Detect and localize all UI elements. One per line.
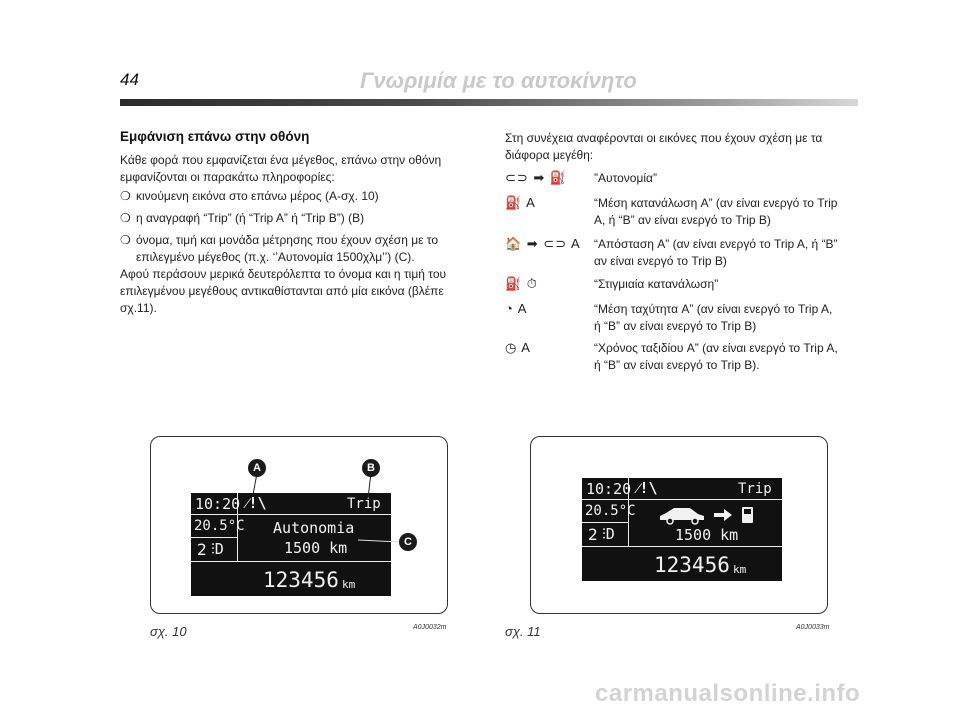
odometer-readout: 123456: [263, 568, 339, 592]
bullet-item: [120, 210, 364, 227]
outro-line: επιλεγμένου μεγέθους αντικαθίστανται από μία εικόνα (βλέπε: [120, 284, 444, 298]
desc-line: “Χρόνος ταξιδίου A” (αν είναι ενεργό το Trip A,: [594, 341, 838, 355]
warning-icon: ⁄!\: [637, 479, 658, 497]
odometer-unit: km: [342, 578, 356, 591]
figure-11-display: [582, 478, 782, 581]
icon-desc: [594, 276, 856, 293]
outro-paragraph: [120, 266, 490, 317]
icon-desc: [594, 236, 856, 270]
trip-label: Trip: [738, 481, 772, 497]
warning-icon: ⁄!\: [246, 494, 267, 512]
icon-desc: [594, 340, 856, 374]
page-title: Γνωριμία με το αυτοκίνητο: [360, 68, 637, 93]
desc-line: A, ή “B” αν είναι ενεργό το Trip B): [594, 213, 771, 227]
icon-desc: [594, 195, 856, 229]
odometer-unit: km: [733, 563, 747, 576]
range-icon: ⊂⊃ ➡ ⛽: [505, 170, 568, 185]
gear-readout: 2: [197, 540, 207, 559]
intro-line: Κάθε φορά που εμφανίζεται ένα μέγεθος, επάνω στην οθόνη: [120, 153, 442, 167]
intro-line: εμφανίζονται οι παρακάτω πληροφορίες:: [120, 170, 335, 184]
quantity-value: 1500 km: [284, 539, 348, 557]
temperature-readout: 20.5°C: [194, 518, 245, 534]
bullet-text: κινούμενη εικόνα στο επάνω μέρος (A-σχ. 10): [136, 189, 379, 203]
range-icon: [658, 505, 758, 525]
intro-paragraph: [120, 152, 490, 186]
desc-line: ”Αυτονομία”: [594, 171, 657, 185]
outro-line: σχ.11).: [120, 301, 157, 315]
desc-line: ή “B” αν είναι ενεργό το Trip B): [594, 319, 757, 333]
odometer-readout: 123456: [654, 553, 730, 577]
marker-c: C: [399, 533, 417, 551]
clock-readout: 10:20: [195, 495, 241, 513]
desc-line: “Στιγμιαία κατανάλωση”: [594, 277, 719, 291]
bullet-text: όνομα, τιμή και μονάδα μέτρησης που έχουν σχέση με το: [136, 233, 439, 247]
section-heading: Εμφάνιση επάνω στην οθόνη: [120, 129, 310, 144]
icon-desc: [594, 170, 856, 187]
instant-consumption-icon: ⛽ ⏱: [505, 276, 538, 291]
distance-icon: 🏠 ➡ ⊂⊃ A: [505, 236, 581, 251]
quantity-value: 1500 km: [675, 526, 739, 544]
bullet-text-cont: επιλεγμένο μέγεθος (π.χ. ‘’Αυτονομία 1500χλμ’’) (C).: [136, 250, 415, 264]
trip-time-icon: ◷ A: [505, 340, 531, 355]
figure-10-code: A0J0032m: [413, 624, 447, 631]
desc-line: “Μέση ταχύτητα A” (αν είναι ενεργό το Trip A,: [594, 302, 833, 316]
header-rule: [120, 99, 858, 106]
desc-line: ή “B” αν είναι ενεργό το Trip B).: [594, 358, 760, 372]
icon-desc: [594, 301, 856, 335]
temperature-readout: 20.5°C: [585, 503, 636, 519]
bullet-icon: ❍: [120, 189, 131, 203]
outro-line: Αφού περάσουν μερικά δευτερόλεπτα το όνομα και η τιμή του: [120, 267, 447, 281]
desc-line: “Μέση κατανάλωση A” (αν είναι ενεργό το Trip: [594, 196, 838, 210]
trip-label: Trip: [347, 496, 381, 512]
intro-line: Στη συνέχεια αναφέρονται οι εικόνες που έχουν σχέση με τα: [505, 131, 823, 145]
headlight-icon: ⫶D: [211, 540, 224, 558]
avg-speed-icon: ◔ A: [505, 301, 528, 316]
gear-readout: 2: [588, 525, 598, 544]
bullet-icon: ❍: [120, 233, 131, 247]
icon-list-intro: [505, 130, 865, 164]
headlight-icon: ⫶D: [602, 525, 615, 543]
intro-line: διάφορα μεγέθη:: [505, 148, 594, 162]
desc-line: αν είναι ενεργό το Trip B): [594, 254, 727, 268]
figure-11-code: A0J0033m: [796, 624, 830, 631]
marker-b: B: [362, 459, 380, 477]
clock-readout: 10:20: [586, 480, 632, 498]
bullet-item: [120, 232, 438, 266]
figure-10-caption: σχ. 10: [150, 624, 187, 639]
desc-line: “Απόσταση A” (αν είναι ενεργό το Trip A, ή “B”: [594, 237, 838, 251]
figure-11-caption: σχ. 11: [505, 624, 541, 639]
bullet-item: [120, 188, 379, 205]
marker-a: A: [248, 459, 266, 477]
page-number: 44: [120, 70, 139, 89]
figure-10-leaders: [150, 436, 446, 612]
quantity-name: Autonomia: [273, 519, 355, 537]
bullet-icon: ❍: [120, 211, 131, 225]
bullet-text: η αναγραφή “Trip” (ή “Trip A” ή “Trip B”) (B): [136, 211, 365, 225]
avg-consumption-icon: ⛽ A: [505, 195, 536, 210]
watermark: carmanualsonline.info: [595, 680, 861, 707]
